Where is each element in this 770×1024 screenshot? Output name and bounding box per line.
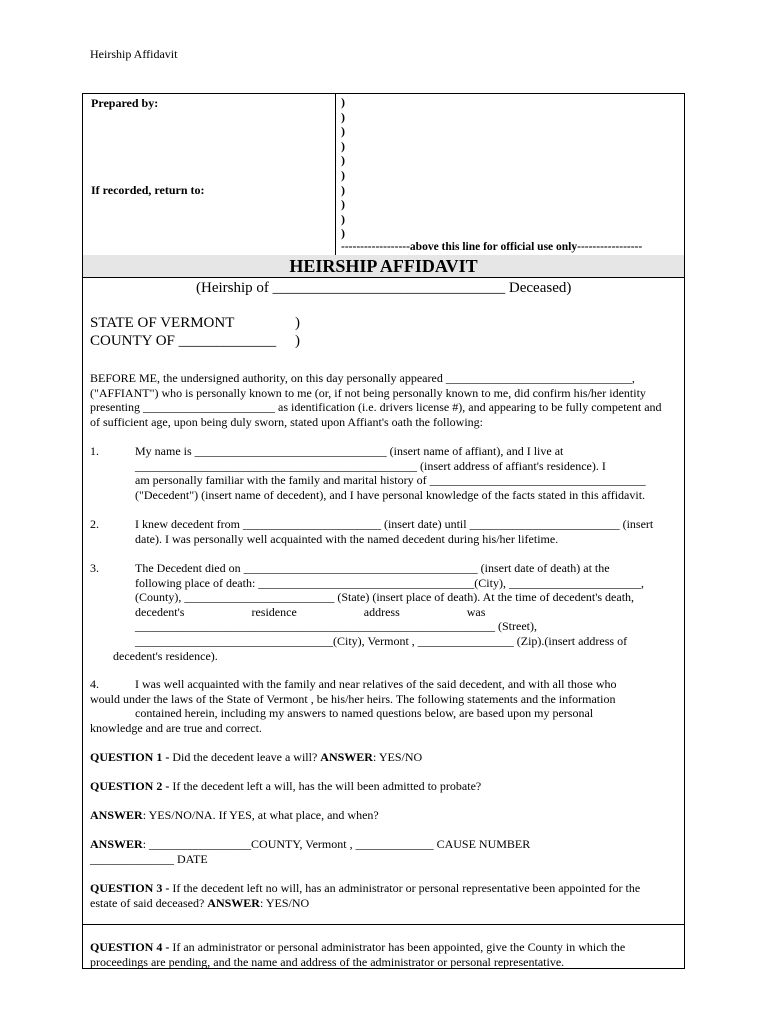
item-line: knowledge and are true and correct. <box>90 720 262 735</box>
item-1-number: 1. <box>90 444 99 458</box>
question-2: QUESTION 2 - If the decedent left a will, has the will been admitted to probate? <box>90 779 482 793</box>
item-line: The Decedent died on _______________________________________ (insert date of death) at the <box>135 561 610 575</box>
section-divider <box>83 924 684 925</box>
recording-block <box>83 94 684 256</box>
answer-2-date: ______________ DATE <box>90 852 208 866</box>
intro-paragraph <box>90 371 680 429</box>
intro-line: ("AFFIANT") who is personally known to me (or, if not being personally known to me, did confirm his/her identity <box>90 385 646 400</box>
official-use-line: ------------------above this line for official use only----------------- <box>341 241 643 253</box>
intro-line: of sufficient age, upon being duly sworn, stated upon Affiant's oath the following: <box>90 414 483 429</box>
answer-2: ANSWER: YES/NO/NA. If YES, at what place, and when? <box>90 808 379 822</box>
question-4: QUESTION 4 - If an administrator or personal administrator has been appointed, give the County in which the <box>90 940 626 954</box>
recording-info-cell <box>83 94 336 255</box>
if-recorded-label: If recorded, return to: <box>91 183 205 197</box>
item-line: would under the laws of the State of Vermont , be his/her heirs. The following statements and the information <box>90 691 616 706</box>
paren-column: ) ) ) ) ) ) ) ) ) ) <box>341 95 345 241</box>
county-label: COUNTY OF _____________ <box>90 333 277 349</box>
item-line: contained herein, including my answers to named questions below, are based upon my personal <box>135 706 594 720</box>
item-line: ("Decedent") (insert name of decedent), and I have personal knowledge of the facts stated in this affidavit. <box>135 487 646 502</box>
item-line: I knew decedent from _______________________ (insert date) until _________________________ (insert <box>135 517 654 531</box>
item-4-number: 4. <box>90 677 99 691</box>
item-4-paragraph <box>90 677 680 735</box>
page-header: Heirship Affidavit <box>90 47 178 61</box>
answer-2-details: ANSWER: _________________COUNTY, Vermont , _____________ CAUSE NUMBER <box>90 837 531 851</box>
question-1: QUESTION 1 - Did the decedent leave a will? ANSWER: YES/NO <box>90 750 423 764</box>
question-3: QUESTION 3 - If the decedent left no will, has an administrator or personal representative been appointed for the <box>90 881 641 895</box>
state-paren: ) <box>295 315 300 331</box>
item-3-last-line: decedent's residence). <box>113 649 218 663</box>
item-line: date). I was personally well acquainted with the named decedent during his/her lifetime. <box>135 531 559 546</box>
item-line: ____________________________________________________________ (Street), <box>135 619 537 633</box>
county-paren: ) <box>295 333 300 349</box>
item-3-number: 3. <box>90 561 99 575</box>
item-line: My name is ________________________________ (insert name of affiant), and I live at <box>135 444 564 458</box>
question-3-answer: estate of said deceased? ANSWER: YES/NO <box>90 896 310 910</box>
item-3-paragraph <box>135 561 680 648</box>
question-4-line2: proceedings are pending, and the name and address of the administrator or personal representative. <box>90 955 565 969</box>
item-line: I was well acquainted with the family and near relatives of the said decedent, and with all those who <box>135 677 617 691</box>
heirship-subtitle: (Heirship of _______________________________ Deceased) <box>196 280 572 296</box>
prepared-by-label: Prepared by: <box>91 96 159 110</box>
item-line: following place of death: ____________________________________(City), ______________________, <box>135 575 644 590</box>
item-line: _______________________________________________ (insert address of affiant's residence). I <box>135 458 606 473</box>
document-title: HEIRSHIP AFFIDAVIT <box>83 255 684 278</box>
item-line: decedent's residence address was <box>135 604 486 619</box>
item-line: (County), _________________________ (State) (insert place of death). At the time of decedent's death, <box>135 590 635 604</box>
item-line: _________________________________(City), Vermont , ________________ (Zip).(insert address of <box>135 633 628 648</box>
item-line: am personally familiar with the family and marital history of ____________________________________ <box>135 473 646 487</box>
item-2-number: 2. <box>90 517 99 531</box>
affidavit-form <box>82 93 685 969</box>
state-label: STATE OF VERMONT <box>90 315 235 331</box>
item-1-paragraph <box>135 444 680 502</box>
intro-line: BEFORE ME, the undersigned authority, on this day personally appeared _______________________________, <box>90 371 635 385</box>
intro-line: presenting ______________________ as identification (i.e. drivers license #), and appearing to be fully competent and <box>90 400 662 414</box>
item-2-paragraph <box>135 517 680 546</box>
